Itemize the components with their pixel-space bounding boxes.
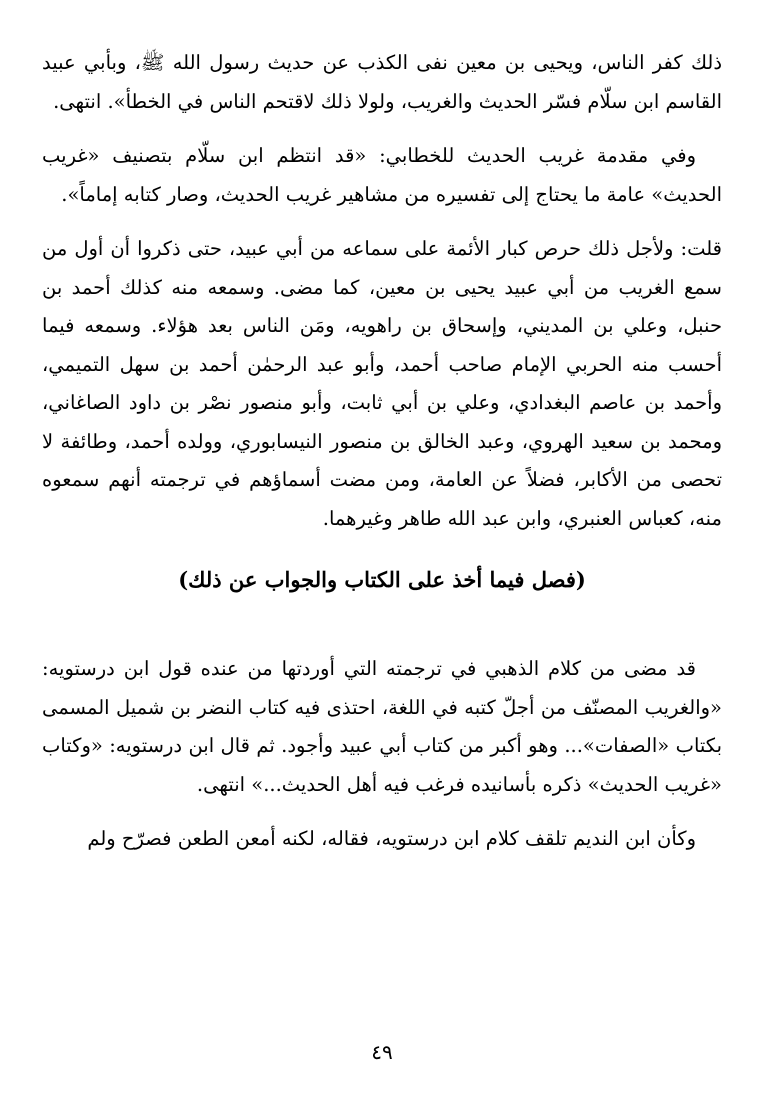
paragraph-3: قلت: ولأجل ذلك حرص كبار الأئمة على سماعه من أبي عبيد، حتى ذكروا أن أول من سمع الغريب من أبي عبيد يحيى بن معين، كما مضى. وسمعه منه كذلك أحمد بن حنبل، وعلي بن المديني، وإسحاق بن راهويه، ومَن الناس بعد هؤلاء. وسمعه فيما أحسب منه الحربي الإمام صاحب أحمد، وأبو عبد الرحمٰن أحمد بن سهل التميمي، وأحمد بن عاصم البغدادي، وعلي بن أبي ثابت، وأبو منصور نصْر بن داود الصاغاني، ومحمد بن سعيد الهروي، وعبد الخالق بن منصور النيسابوري، وولده أحمد، وطائفة لا تحصى من الأكابر، فضلاً عن العامة، ومن مضت أسماؤهم في ترجمته أنهم سمعوه منه، كعباس العنبري، وابن عبد الله طاهر وغيرهما. <box>42 237 722 530</box>
paragraph-5: وكأن ابن النديم تلقف كلام ابن درستويه، فقاله، لكنه أمعن الطعن فصرّح ولم <box>87 827 696 850</box>
page-number: ٤٩ <box>371 1040 393 1064</box>
paragraph-2: وفي مقدمة غريب الحديث للخطابي: «قد انتظم ابن سلّام بتصنيف «غريب الحديث» عامة ما يحتاج إلى تفسيره من مشاهير غريب الحديث، وصار كتابه إماماً». <box>42 144 722 206</box>
page-body <box>42 44 722 1084</box>
section-heading: (فصل فيما أخذ على الكتاب والجواب عن ذلك) <box>178 567 586 592</box>
paragraph-4: قد مضى من كلام الذهبي في ترجمته التي أوردتها من عنده قول ابن درستويه: «والغريب المصنّف من أجلّ كتبه في اللغة، احتذى فيه كتاب النضر بن شميل المسمى بكتاب «الصفات»... وهو أكبر من كتاب أبي عبيد وأجود. ثم قال ابن درستويه: «وكتاب «غريب الحديث» ذكره بأسانيده فرغب فيه أهل الحديث...» انتهى. <box>42 657 722 796</box>
paragraph-1: ذلك كفر الناس، ويحيى بن معين نفى الكذب عن حديث رسول الله ﷺ، وبأبي عبيد القاسم ابن سلّام فسّر الحديث والغريب، ولولا ذلك لاقتحم الناس في الخطأ». انتهى. <box>42 51 722 113</box>
